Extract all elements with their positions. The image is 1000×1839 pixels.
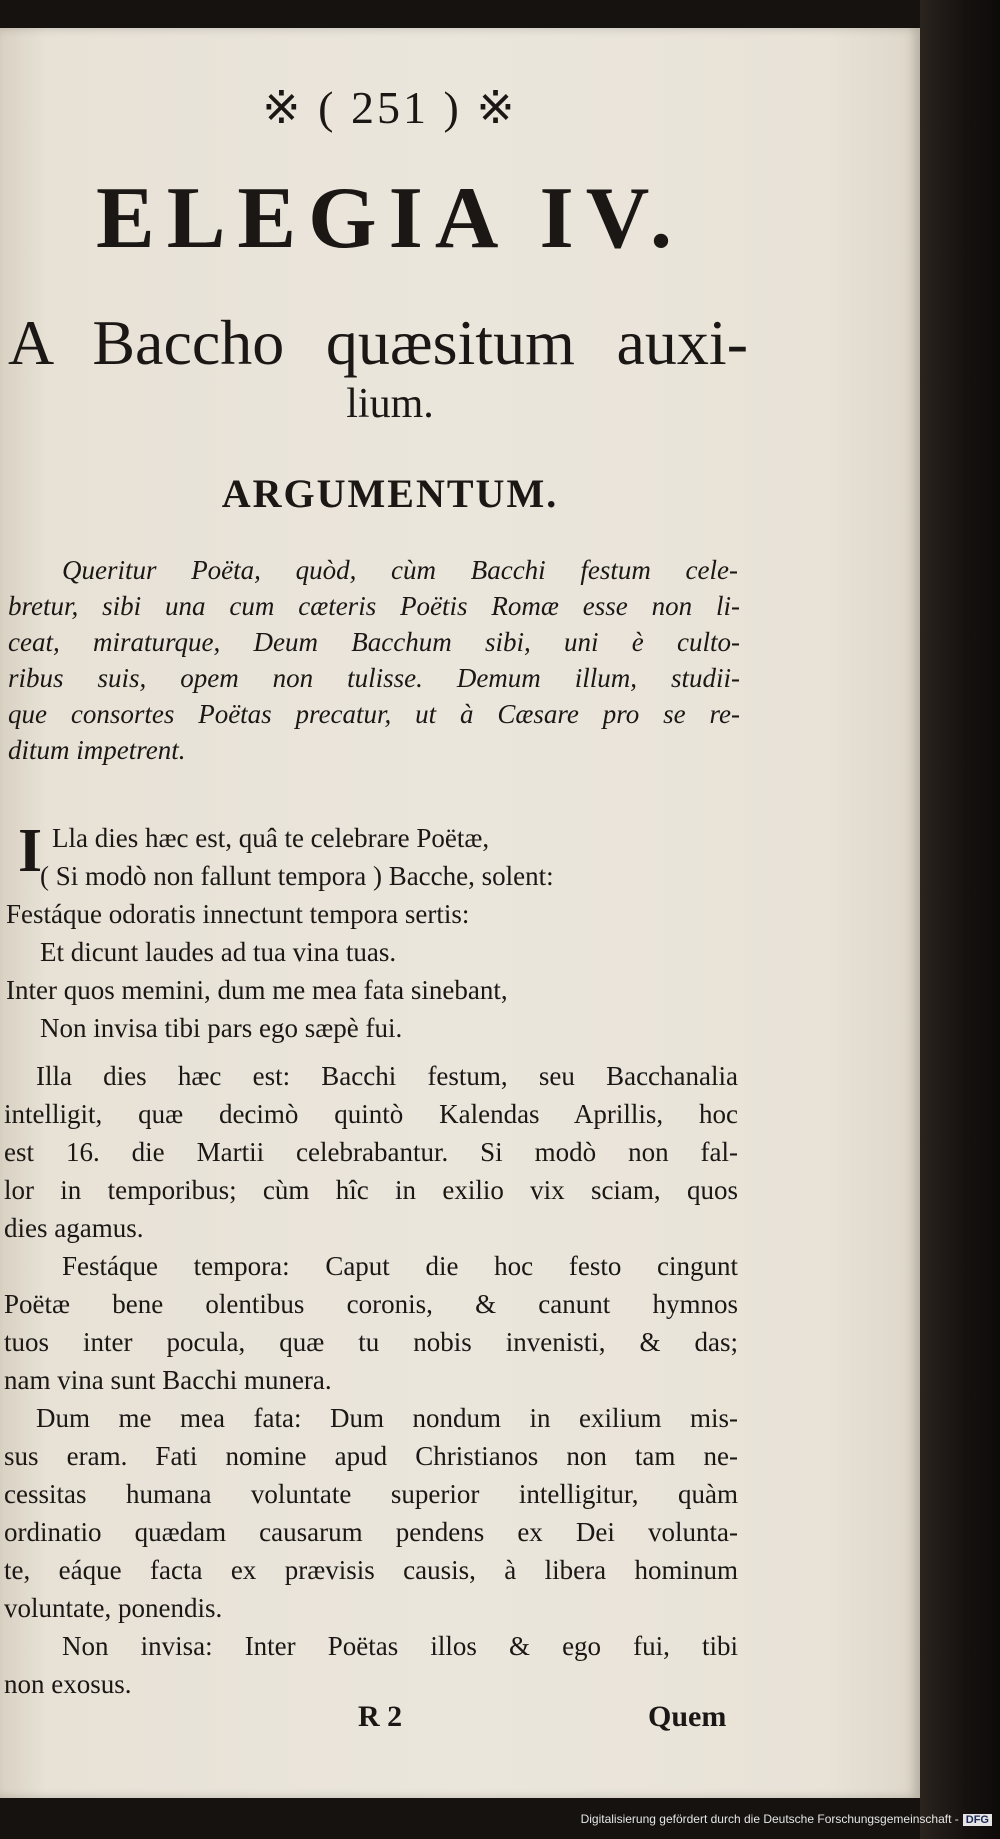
book-spine <box>920 0 1000 1839</box>
verse-line: ( Si modò non fallunt tempora ) Bacche, solent: <box>40 861 554 891</box>
commentary-line: Poëtæ bene olentibus coronis, & canunt hymnos <box>4 1289 738 1319</box>
commentary-line: ordinatio quædam causarum pendens ex Dei volunta- <box>4 1517 738 1547</box>
signature-mark: R 2 <box>358 1700 403 1733</box>
verse-line: Lla dies hæc est, quâ te celebrare Poëtæ, <box>52 823 490 853</box>
verse-line: Festáque odoratis innectunt tempora sertis: <box>6 899 470 929</box>
commentary-line: intelligit, quæ decimò quintò Kalendas Aprillis, hoc <box>4 1099 738 1129</box>
commentary-line: non exosus. <box>4 1669 132 1699</box>
catchword: Quem <box>648 1700 727 1733</box>
argument-line: Queritur Poëta, quòd, cùm Bacchi festum cele- <box>62 555 738 585</box>
verse-line: Et dicunt laudes ad tua vina tuas. <box>40 937 397 967</box>
argument-line: ribus suis, opem non tulisse. Demum illum, studii- <box>8 663 740 693</box>
digitization-footer <box>581 1812 992 1826</box>
commentary-line: est 16. die Martii celebrabantur. Si modò non fal- <box>4 1137 738 1167</box>
argument-line: ceat, miraturque, Deum Bacchum sibi, uni è culto- <box>8 627 740 657</box>
verse-line: Non invisa tibi pars ego sæpè fui. <box>40 1013 403 1043</box>
commentary-line: Non invisa: Inter Poëtas illos & ego fui, tibi <box>62 1631 738 1661</box>
commentary-line: cessitas humana voluntate superior intelligitur, quàm <box>4 1479 738 1509</box>
commentary-line: te, eáque facta ex prævisis causis, à libera hominum <box>4 1555 738 1585</box>
subtitle-line-2: lium. <box>346 381 434 427</box>
commentary-line: voluntate, ponendis. <box>4 1593 223 1623</box>
commentary-line: dies agamus. <box>4 1213 144 1243</box>
argument-line: bretur, sibi una cum cæteris Poëtis Romæ esse non li- <box>8 591 740 621</box>
argument-heading: ARGUMENTUM. <box>221 471 559 516</box>
book-page <box>0 28 920 1798</box>
argument-line: que consortes Poëtas precatur, ut à Cæsare pro se re- <box>8 699 740 729</box>
drop-capital: I <box>18 817 43 885</box>
commentary-line: Dum me mea fata: Dum nondum in exilium mis- <box>36 1403 738 1433</box>
commentary-line: sus eram. Fati nomine apud Christianos non tam ne- <box>4 1441 738 1471</box>
dfg-logo: DFG <box>963 1814 992 1826</box>
commentary-line: lor in temporibus; cùm hîc in exilio vix sciam, quos <box>4 1175 738 1205</box>
page-number: ※ ( 251 ) ※ <box>262 82 518 133</box>
argument-line: ditum impetrent. <box>8 735 186 765</box>
commentary-line: Festáque tempora: Caput die hoc festo cingunt <box>62 1251 738 1281</box>
commentary-line: Illa dies hæc est: Bacchi festum, seu Bacchanalia <box>36 1061 738 1091</box>
page-title: ELEGIA IV. <box>96 170 684 267</box>
verse-line: Inter quos memini, dum me mea fata sinebant, <box>6 975 508 1005</box>
subtitle-line-1: A Baccho quæsitum auxi- <box>8 307 748 378</box>
footer-text: Digitalisierung gefördert durch die Deutsche Forschungsgemeinschaft - <box>580 1812 959 1826</box>
commentary-line: nam vina sunt Bacchi munera. <box>4 1365 332 1395</box>
commentary-line: tuos inter pocula, quæ tu nobis invenisti, & das; <box>4 1327 738 1357</box>
